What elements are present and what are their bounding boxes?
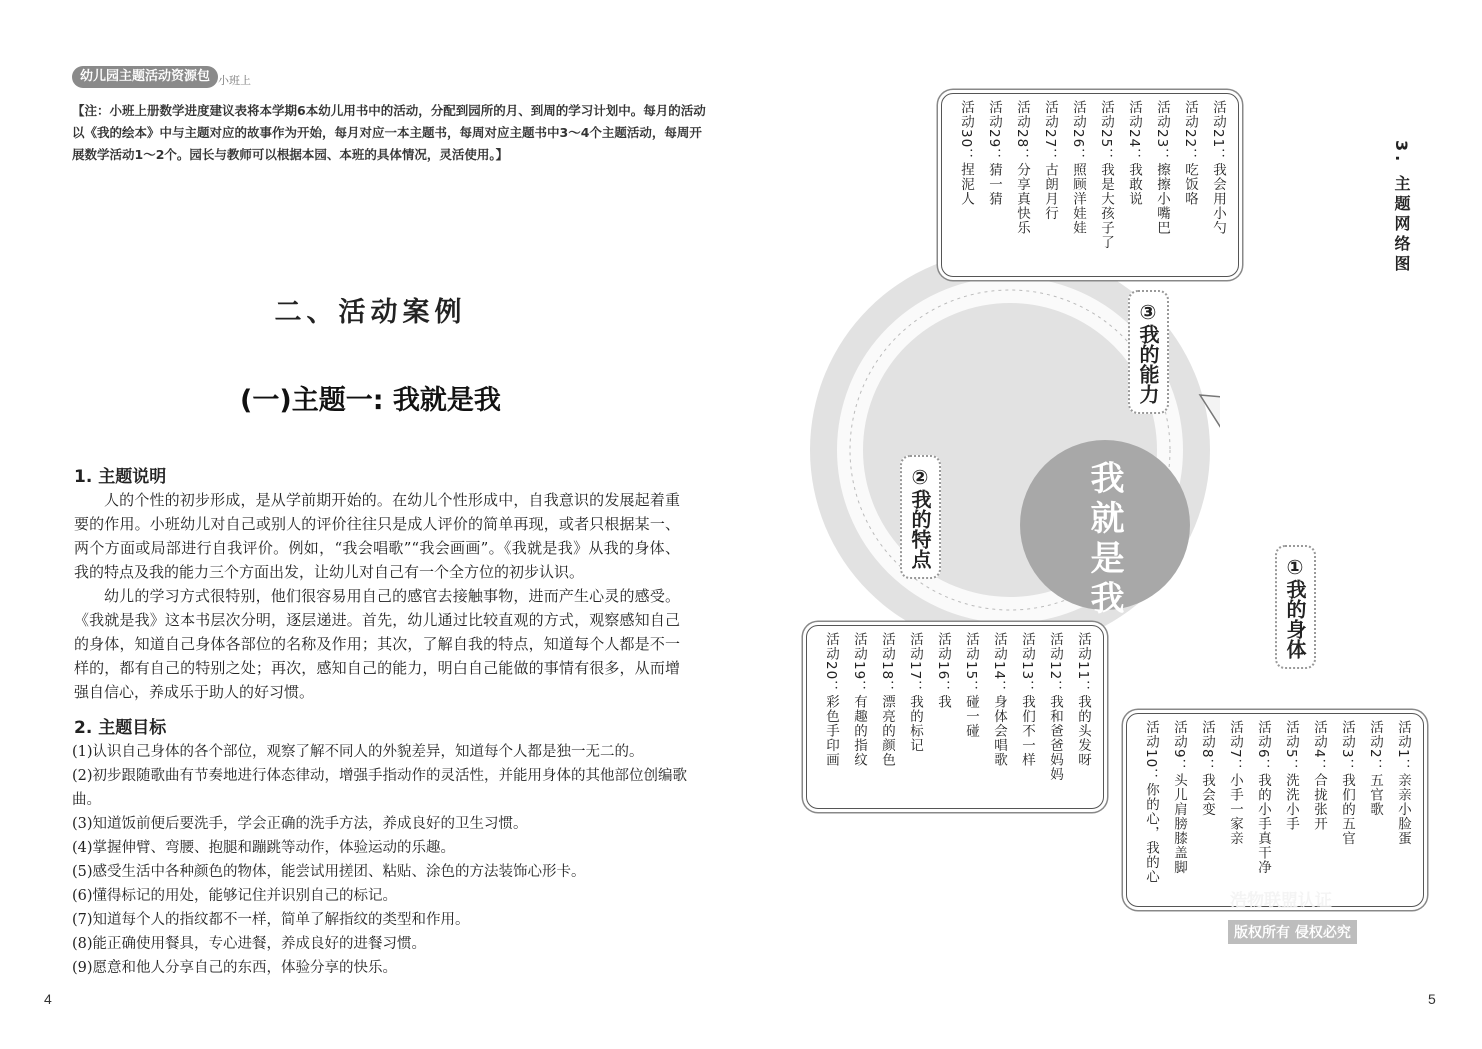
- subtheme-body: ①我的身体: [1275, 545, 1316, 669]
- subtheme-ability: ③我的能力: [1128, 290, 1169, 414]
- activities-group-body: [1126, 713, 1424, 907]
- activity-item: 活动11：我的头发呀: [1075, 632, 1091, 768]
- activity-item: 活动8：我会变: [1199, 720, 1215, 817]
- theme-goals-list: [72, 740, 692, 980]
- goal-item: (9)愿意和他人分享自己的东西，体验分享的快乐。: [72, 960, 398, 976]
- activity-item: 活动19：有趣的指纹: [851, 632, 867, 768]
- activity-item: 活动30：捏泥人: [958, 100, 974, 207]
- activity-item: 活动28：分享真快乐: [1014, 100, 1030, 236]
- goal-item: (2)初步跟随歌曲有节奏地进行体态律动，增强手指动作的灵活性，并能用身体的其他部位创编歌曲。: [72, 768, 688, 808]
- description-paragraph: 人的个性的初步形成，是从学前期开始的。在幼儿个性形成中，自我意识的发展起着重要的作用。小班幼儿对自己或别人的评价往往只是成人评价的简单再现，或者只根据某一、两个方面或局部进行自我评价。例如，“我会唱歌”“我会画画”。《我就是我》从我的身体、我的特点及我的能力三个方面出发，让幼儿对自己有一个全方位的初步认识。: [74, 491, 680, 581]
- watermark-line1: 浩物联盟认证: [1230, 891, 1332, 911]
- section-title: 二、活动案例: [274, 297, 467, 328]
- activity-item: 活动23：擦擦小嘴巴: [1154, 100, 1170, 236]
- activity-item: 活动25：我是大孩子了: [1098, 100, 1114, 250]
- activity-item: 活动15：碰一碰: [963, 632, 979, 739]
- activity-item: 活动4：合拢张开: [1311, 720, 1327, 832]
- activity-item: 活动22：吃饭咯: [1182, 100, 1198, 207]
- subtheme-traits: ②我的特点: [900, 455, 941, 579]
- watermark-line2: 版权所有 侵权必究: [1228, 920, 1357, 944]
- goal-item: (3)知道饭前便后要洗手，学会正确的洗手方法，养成良好的卫生习惯。: [72, 816, 528, 832]
- book-volume-label: 小班上: [218, 74, 251, 87]
- center-theme: 我就是我: [1084, 460, 1124, 620]
- theme-description-heading: 1. 主题说明: [74, 467, 167, 487]
- activity-item: 活动29：猜一猜: [986, 100, 1002, 207]
- activities-group-traits: [806, 625, 1104, 809]
- goal-item: (7)知道每个人的指纹都不一样，简单了解指纹的类型和作用。: [72, 912, 470, 928]
- activity-item: 活动21：我会用小勺: [1210, 100, 1226, 236]
- page-number-right: 5: [1428, 991, 1436, 1007]
- book-series-tag: 幼儿园主题活动资源包: [72, 66, 218, 88]
- usage-note: 【注：小班上册数学进度建议表将本学期6本幼儿用书中的活动，分配到园所的月、到周的学习计划中。每月的活动以《我的绘本》中与主题对应的故事作为开始，每月对应一本主题书，每周对应主题书中3～4个主题活动，每周开展数学活动1～2个。园长与教师可以根据本园、本班的具体情况，灵活使用。】: [72, 103, 706, 162]
- activity-item: 活动3：我们的五官: [1339, 720, 1355, 846]
- activity-item: 活动1：亲亲小脸蛋: [1395, 720, 1411, 846]
- description-paragraph: 幼儿的学习方式很特别，他们很容易用自己的感官去接触事物，进而产生心灵的感受。《我就是我》这本书层次分明，逐层递进。首先，幼儿通过比较直观的方式，观察感知自己的身体，知道自己身体各部位的名称及作用；其次，了解自我的特点，知道每个人都是不一样的，都有自己的特别之处；再次，感知自己的能力，明白自己能做的事情有很多，从而增强自信心，养成乐于助人的好习惯。: [74, 587, 680, 701]
- activity-item: 活动6：我的小手真干净: [1255, 720, 1271, 875]
- goal-item: (4)掌握伸臂、弯腰、抱腿和蹦跳等动作，体验运动的乐趣。: [72, 840, 456, 856]
- activity-item: 活动18：漂亮的颜色: [879, 632, 895, 768]
- activity-item: 活动24：我敢说: [1126, 100, 1142, 207]
- page-number-left: 4: [44, 991, 52, 1007]
- activity-item: 活动27：古朗月行: [1042, 100, 1058, 221]
- activity-item: 活动12：我和爸爸妈妈: [1047, 632, 1063, 782]
- network-title: 3. 主题网络图: [1392, 140, 1411, 275]
- theme-title: (一)主题一: 我就是我: [240, 385, 501, 416]
- activity-item: 活动2：五官歌: [1367, 720, 1383, 817]
- goal-item: (1)认识自己身体的各个部位，观察了解不同人的外貌差异，知道每个人都是独一无二的。: [72, 744, 644, 760]
- activity-item: 活动5：洗洗小手: [1283, 720, 1299, 832]
- activity-item: 活动10：你的心，我的心: [1143, 720, 1159, 885]
- activity-item: 活动16：我: [935, 632, 951, 710]
- activity-item: 活动7：小手一家亲: [1227, 720, 1243, 846]
- activity-item: 活动14：身体会唱歌: [991, 632, 1007, 768]
- activity-item: 活动20：彩色手印画: [823, 632, 839, 768]
- goal-item: (8)能正确使用餐具，专心进餐，养成良好的进餐习惯。: [72, 936, 427, 952]
- activity-item: 活动13：我们不一样: [1019, 632, 1035, 768]
- activity-item: 活动26：照顾洋娃娃: [1070, 100, 1086, 236]
- goal-item: (6)懂得标记的用处，能够记住并识别自己的标记。: [72, 888, 398, 904]
- activities-group-ability: [941, 93, 1239, 277]
- goal-item: (5)感受生活中各种颜色的物体，能尝试用搓团、粘贴、涂色的方法装饰心形卡。: [72, 864, 586, 880]
- activity-item: 活动17：我的标记: [907, 632, 923, 753]
- activity-item: 活动9：头儿肩膀膝盖脚: [1171, 720, 1187, 875]
- theme-goals-heading: 2. 主题目标: [74, 718, 167, 738]
- theme-description-body: [74, 488, 680, 704]
